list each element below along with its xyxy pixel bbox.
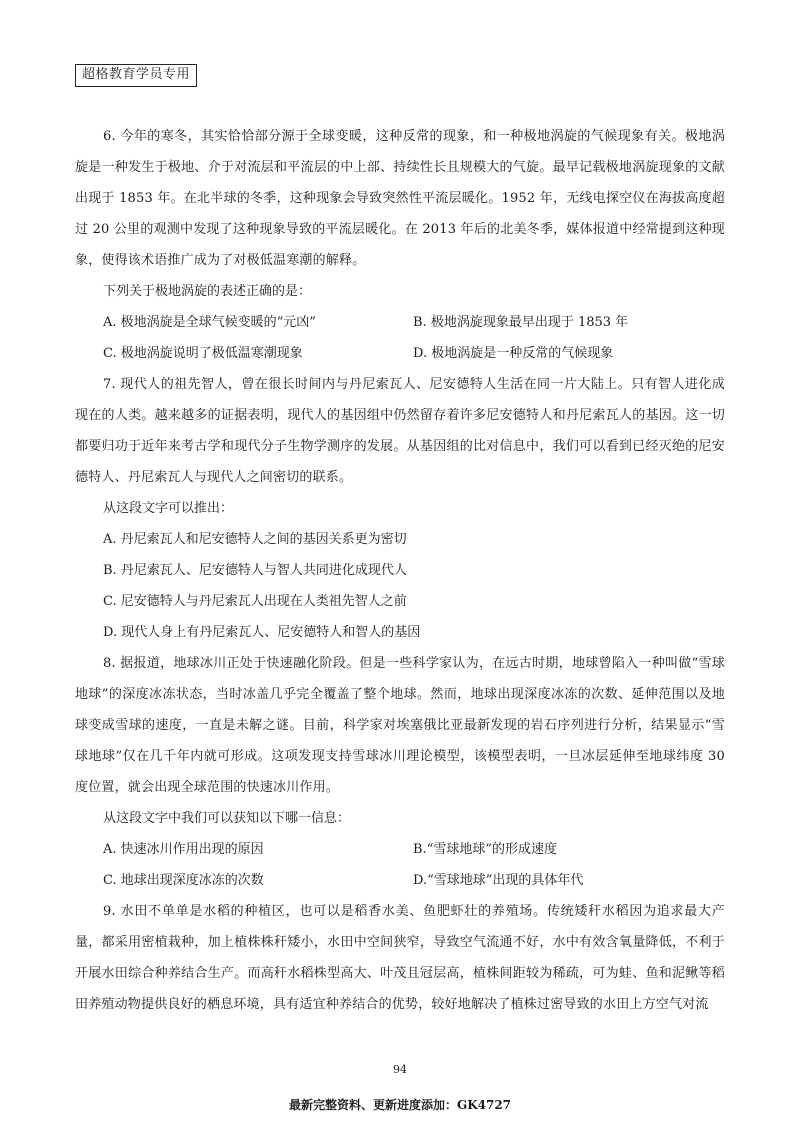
- question-8-option-c: C. 地球出现深度冰冻的次数: [103, 873, 264, 888]
- question-6-options-row-1: [75, 307, 725, 338]
- page-content: [75, 121, 725, 1020]
- question-8-options-row-1: [75, 834, 725, 865]
- question-6: [75, 121, 725, 369]
- question-8-option-b: B.“雪球地球”的形成速度: [413, 842, 557, 857]
- question-7-stem: 7. 现代人的祖先智人，曾在很长时间内与丹尼索瓦人、尼安德特人生活在同一片大陆上。只有智人进化成现在的人类。越来越多的证据表明，现代人的基因组中仍然留存着许多尼安德特人和丹尼索瓦人的基因。这一切都要归功于近年来考古学和现代分子生物学测序的发展。从基因组的比对信息中，我们可以看到已经灭绝的尼安德特人、丹尼索瓦人与现代人之间密切的联系。: [75, 377, 725, 485]
- question-6-option-a: A. 极地涡旋是全球气候变暖的“元凶”: [103, 315, 316, 330]
- question-7-option-b: B. 丹尼索瓦人、尼安德特人与智人共同进化成现代人: [103, 563, 407, 578]
- question-6-option-c: C. 极地涡旋说明了极低温寒潮现象: [103, 346, 303, 361]
- question-8-stem: 8. 据报道，地球冰川正处于快速融化阶段。但是一些科学家认为，在远古时期，地球曾陷入一种叫做“雪球地球”的深度冰冻状态，当时冰盖几乎完全覆盖了整个地球。然而，地球出现深度冰冻的次数、延伸范围以及地球变成雪球的速度，一直是未解之谜。目前，科学家对埃塞俄比亚最新发现的岩石序列进行分析，结果显示“雪球地球”仅在几千年内就可形成。这项发现支持雪球冰川理论模型，该模型表明，一旦冰层延伸至地球纬度 30 度位置，就会出现全球范围的快速冰川作用。: [75, 656, 725, 795]
- question-6-stem: 6. 今年的寒冬，其实恰恰部分源于全球变暖，这种反常的现象，和一种极地涡旋的气候现象有关。极地涡旋是一种发生于极地、介于对流层和平流层的中上部、持续性长且规模大的气旋。最早记载极地涡旋现象的文献出现于 1853 年。在北半球的冬季，这种现象会导致突然性平流层暖化。1952 年，无线电探空仪在海拔高度超过 20 公里的观测中发现了这种现象导致的平流层暖化。在 2013 年后的北美冬季，媒体报道中经常提到这种现象，使得该术语推广成为了对极低温寒潮的解释。: [75, 129, 725, 268]
- question-7-option-a: A. 丹尼索瓦人和尼安德特人之间的基因关系更为密切: [103, 532, 407, 547]
- header-tag: 超格教育学员专用: [75, 64, 197, 87]
- question-8: [75, 648, 725, 896]
- footer-note: 最新完整资料、更新进度添加：GK4727: [288, 1098, 512, 1112]
- question-6-option-d: D. 极地涡旋是一种反常的气候现象: [413, 346, 614, 361]
- question-9: [75, 896, 725, 1020]
- question-9-stem: 9. 水田不单单是水稻的种植区，也可以是稻香水美、鱼肥虾壮的养殖场。传统矮秆水稻因为追求最大产量，都采用密植栽种，加上植株株秆矮小，水田中空间狭窄，导致空气流通不好，水中有效含氧量降低，不利于开展水田综合种养结合生产。而高秆水稻株型高大、叶茂且冠层高，植株间距较为稀疏，可为蛙、鱼和泥鳅等稻田养殖动物提供良好的栖息环境，具有适宜种养结合的优势，较好地解决了植株过密导致的水田上方空气对流: [75, 904, 725, 1012]
- page-number: 94: [393, 1063, 407, 1076]
- question-6-prompt: 下列关于极地涡旋的表述正确的是：: [103, 284, 312, 299]
- question-8-option-a: A. 快速冰川作用出现的原因: [103, 842, 264, 857]
- question-8-option-d: D.“雪球地球”出现的具体年代: [413, 873, 584, 888]
- question-7: [75, 369, 725, 648]
- question-7-option-c: C. 尼安德特人与丹尼索瓦人出现在人类祖先智人之前: [103, 594, 407, 609]
- question-8-prompt: 从这段文字中我们可以获知以下哪一信息：: [103, 811, 351, 826]
- question-7-prompt: 从这段文字可以推出：: [103, 501, 234, 516]
- question-8-options-row-2: [75, 865, 725, 896]
- question-7-option-d: D. 现代人身上有丹尼索瓦人、尼安德特人和智人的基因: [103, 625, 421, 640]
- question-6-option-b: B. 极地涡旋现象最早出现于 1853 年: [413, 315, 629, 330]
- question-6-options-row-2: [75, 338, 725, 369]
